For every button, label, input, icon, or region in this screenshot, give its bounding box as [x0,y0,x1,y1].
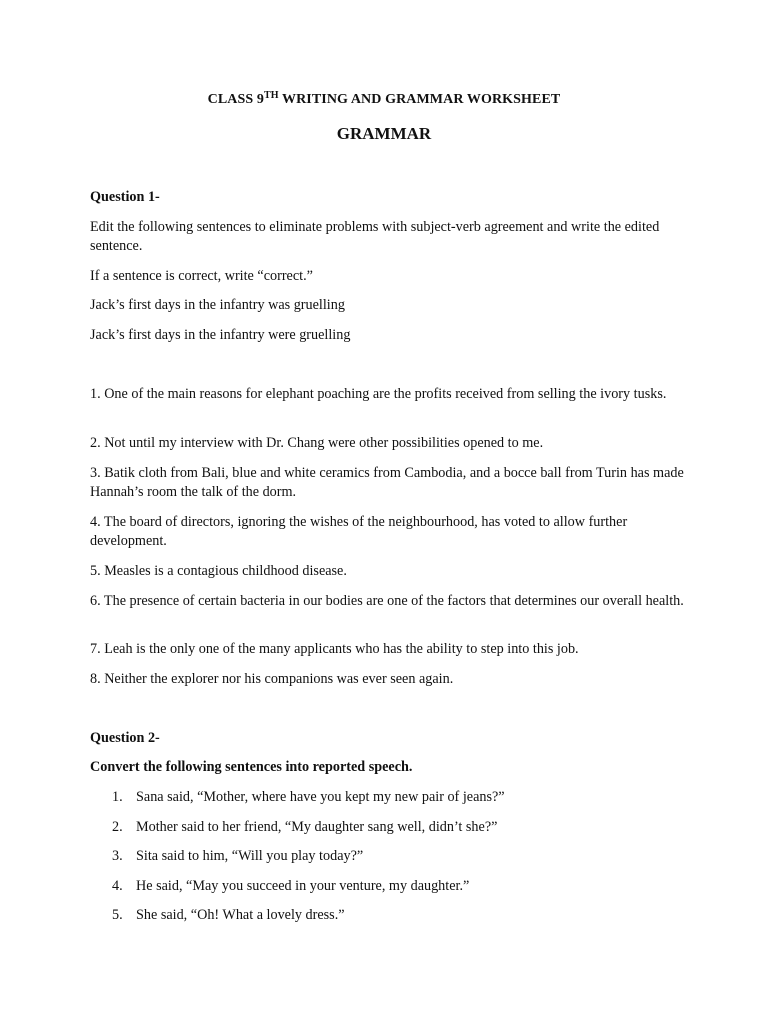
list-text: Mother said to her friend, “My daughter sang well, didn’t she?” [136,819,498,835]
list-item [112,788,672,807]
list-item: 6. The presence of certain bacteria in our bodies are one of the factors that determines our overall health. [90,593,684,609]
example-incorrect: Jack’s first days in the infantry was gruelling [90,297,345,313]
title-rest: WRITING AND GRAMMAR WORKSHEET [278,92,561,107]
list-item: 4. The board of directors, ignoring the wishes of the neighbourhood, has voted to allow further development. [90,514,628,549]
question-1-instruction: Edit the following sentences to eliminate problems with subject-verb agreement and write the edited sentence. [90,219,660,254]
list-text: He said, “May you succeed in your venture, my daughter.” [136,878,470,894]
list-text: Sita said to him, “Will you play today?” [136,848,364,864]
list-item: 1. One of the main reasons for elephant poaching are the profits received from selling the ivory tusks. [90,386,667,402]
list-text: She said, “Oh! What a lovely dress.” [136,907,345,923]
list-number: 2. [112,819,123,835]
question-1-note: If a sentence is correct, write “correct.” [90,268,313,284]
list-item [112,906,672,925]
section-title: GRAMMAR [336,124,432,143]
question-1-heading: Question 1- [90,189,160,205]
list-number: 3. [112,848,123,864]
list-item: 5. Measles is a contagious childhood disease. [90,563,347,579]
worksheet-title [0,92,768,108]
question-2-instruction: Convert the following sentences into reported speech. [90,759,413,775]
list-item: 8. Neither the explorer nor his companions was ever seen again. [90,671,454,687]
list-text: Sana said, “Mother, where have you kept my new pair of jeans?” [136,789,505,805]
list-item: 7. Leah is the only one of the many applicants who has the ability to step into this job. [90,641,579,657]
list-item [112,818,672,837]
list-number: 4. [112,878,123,894]
list-item [112,877,672,896]
list-item [112,847,672,866]
question-2-heading: Question 2- [90,730,160,746]
title-superscript: TH [263,90,279,101]
list-item: 3. Batik cloth from Bali, blue and white ceramics from Cambodia, and a bocce ball from Turin has made Hannah’s room the talk of the dorm. [90,465,684,500]
list-number: 5. [112,907,123,923]
title-prefix: CLASS 9 [207,92,264,107]
list-item: 2. Not until my interview with Dr. Chang were other possibilities opened to me. [90,435,544,451]
list-number: 1. [112,789,123,805]
example-corrected: Jack’s first days in the infantry were gruelling [90,327,351,343]
